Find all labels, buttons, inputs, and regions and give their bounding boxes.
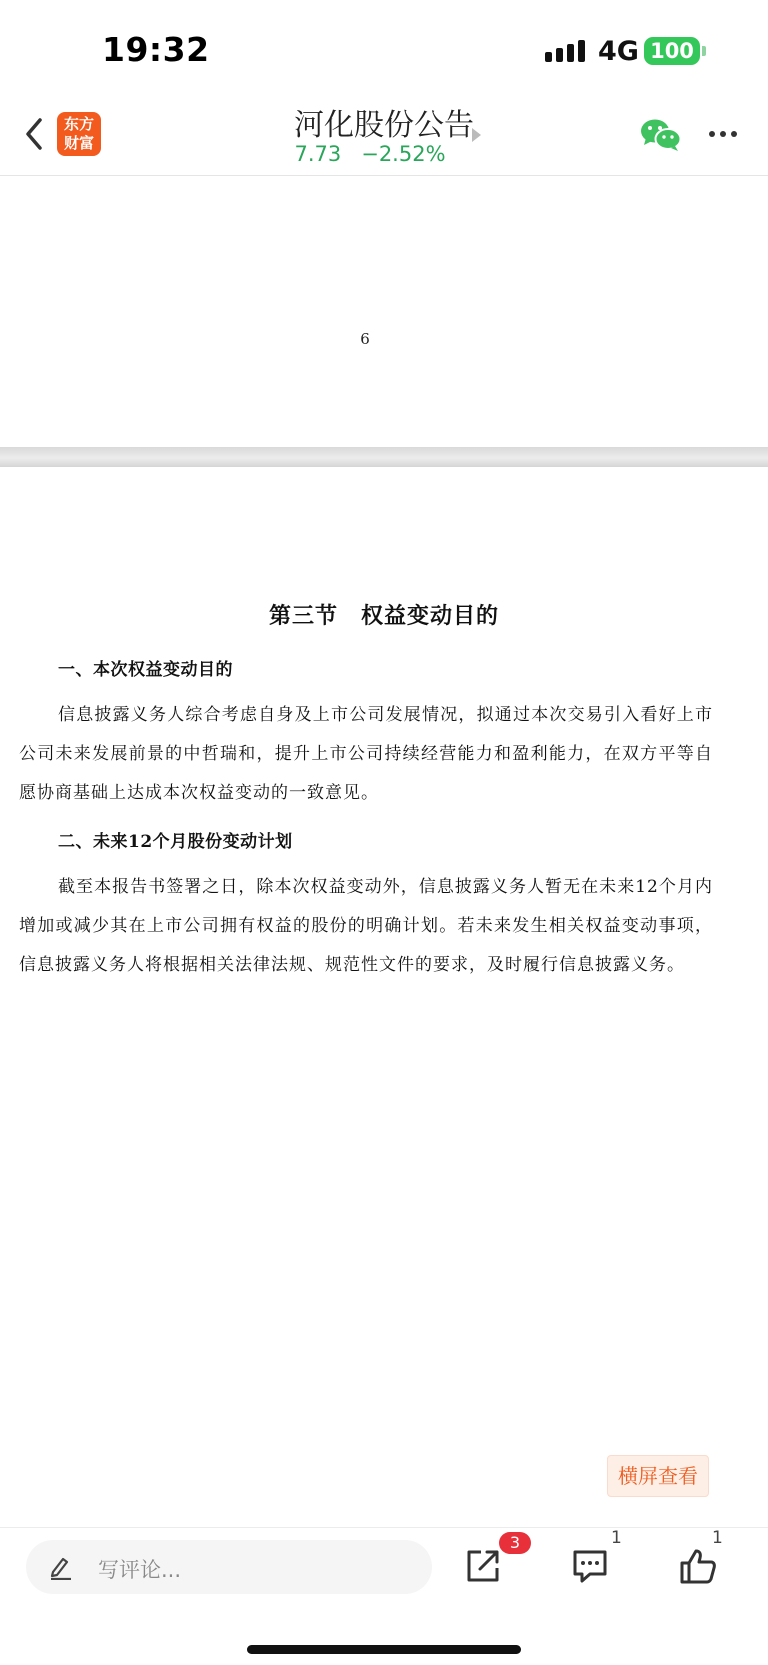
more-button[interactable] [706,120,740,148]
like-icon [678,1546,718,1586]
network-label: 4G [598,36,639,67]
signal-icon [545,40,585,62]
logo-line2: 财富 [63,134,94,152]
heading-purpose: 一、本次权益变动目的 [58,660,233,680]
comment-count: 1 [611,1528,622,1548]
battery-tip [702,46,706,56]
comment-placeholder: 写评论... [98,1558,182,1582]
pencil-icon [48,1554,74,1580]
document-page [0,467,768,1527]
stock-price: 7.73 [294,142,342,166]
document-page-previous [0,177,768,447]
share-icon [463,1546,503,1586]
comment-icon [570,1546,610,1586]
section-title: 第三节 权益变动目的 [268,603,499,629]
home-indicator[interactable] [247,1645,521,1654]
logo-line1: 东方 [63,115,94,133]
paragraph-purpose: 信息披露义务人综合考虑自身及上市公司发展情况，拟通过本次交易引入看好上市公司未来发展前景的中哲瑞和，提升上市公司持续经营能力和盈利能力，在双方平等自愿协商基础上达成本次权益变动的一致意见。 [19,705,713,803]
wechat-icon [640,118,682,152]
more-icon [709,131,715,137]
comment-input[interactable] [26,1540,432,1594]
title-arrow-icon[interactable] [472,128,481,142]
bottom-toolbar [0,1527,768,1665]
heading-plan: 二、未来12个月股份变动计划 [58,832,293,852]
comments-button[interactable] [570,1546,610,1586]
page-number: 6 [360,330,370,348]
status-time: 19:32 [102,30,210,69]
page-title[interactable]: 河化股份公告 [294,108,474,143]
stock-quote [0,142,740,166]
landscape-view-button[interactable]: 横屏查看 [607,1455,709,1497]
stock-change: −2.52% [361,142,446,166]
battery-icon: 100 [644,37,700,65]
wechat-share-button[interactable] [640,118,682,152]
paragraph-plan: 截至本报告书签署之日，除本次权益变动外，信息披露义务人暂无在未来12个月内增加或减少其在上市公司拥有权益的股份的明确计划。若未来发生相关权益变动事项，信息披露义务人将根据相关法律法规、规范性文件的要求，及时履行信息披露义务。 [19,877,713,975]
page-separator [0,447,768,467]
nav-bar [0,96,768,176]
like-button[interactable] [678,1546,718,1586]
share-button[interactable] [463,1546,503,1586]
status-bar [0,0,768,96]
share-badge: 3 [499,1532,531,1554]
like-count: 1 [712,1528,723,1548]
